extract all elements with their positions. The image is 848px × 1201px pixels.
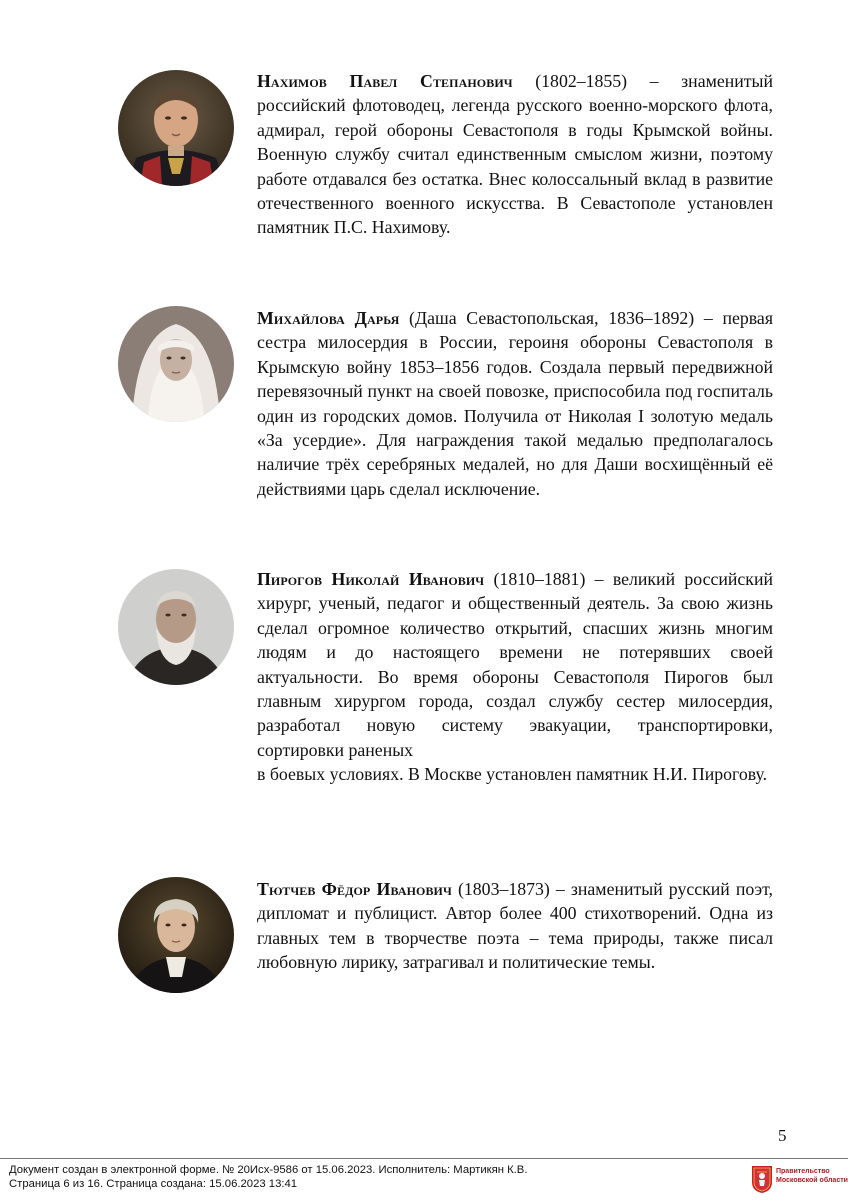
document-footer (0, 1158, 848, 1201)
person-name: Нахимов Павел Степанович (257, 71, 513, 91)
biography-description: (1802–1855) – знаменитый российский флотоводец, легенда русского военно-морского флота, адмирал, герой обороны Севастополя в годы Крымской войны. Военную службу считал единственным смыслом жизни, поэтому работе отдавался без остатка. Внес колоссальный вклад в развитие отечественного военного искусства. В Севастополе установлен памятник П.С. Нахимову. (257, 71, 773, 238)
organization-name: Правительство Московской области (776, 1168, 848, 1184)
footer-page-info: Страница 6 из 16. Страница создана: 15.06.2023 13:41 (9, 1178, 298, 1190)
biography-text (257, 69, 773, 240)
surgeon-portrait-image (118, 569, 234, 685)
portrait-surgeon (118, 569, 234, 685)
biography-text (257, 877, 773, 975)
nurse-portrait-image (118, 306, 234, 422)
portrait-nurse (118, 306, 234, 422)
biography-text (257, 306, 773, 501)
portrait-admiral (118, 70, 234, 186)
biography-description: (1810–1881) – великий российский хирург, ученый, педагог и общественный деятель. За свою жизнь сделал огромное количество открытий, спасших жизнь многим людям и до настоящего времени не потерявших своей актуальности. Во время обороны Севастополя Пирогов был главным хирургом города, создал службу сестер милосердия, разработал новую систему эвакуации, транспортировки, сортировки раненых (257, 569, 773, 760)
portrait-poet (118, 877, 234, 993)
person-name: Пирогов Николай Иванович (257, 569, 485, 589)
page-number: 5 (778, 1126, 787, 1145)
person-name: Михайлова Дарья (257, 308, 400, 328)
biography-description: (Даша Севастопольская, 1836–1892) – первая сестра милосердия в России, героиня обороны Севастополя в Крымскую войну 1853–1856 годов. Создала первый передвижной перевязочный пункт на своей повозке, приспособила под госпиталь один из городских домов. Получила от Николая I золотую медаль «За усердие». Для награждения такой медалью предполагалось наличие трёх серебряных медалей, но для Даши восхищённый её действиями царь сделал исключение. (257, 308, 773, 499)
coat-of-arms-icon (751, 1164, 773, 1194)
biography-text (257, 567, 773, 787)
person-name: Тютчев Фёдор Иванович (257, 879, 452, 899)
biography-description: (1803–1873) – знаменитый русский поэт, дипломат и публицист. Автор более 400 стихотворений. Одна из главных тем в творчестве поэта – тема природы, также писал любовную лирику, затрагивал и политические темы. (257, 879, 774, 973)
admiral-portrait-image (118, 70, 234, 186)
footer-document-info: Документ создан в электронной форме. № 20Исх-9586 от 15.06.2023. Исполнитель: Мартикян К.В. (9, 1164, 528, 1176)
biography-continuation: в боевых условиях. В Москве установлен памятник Н.И. Пирогову. (257, 764, 768, 785)
poet-portrait-image (118, 877, 234, 993)
